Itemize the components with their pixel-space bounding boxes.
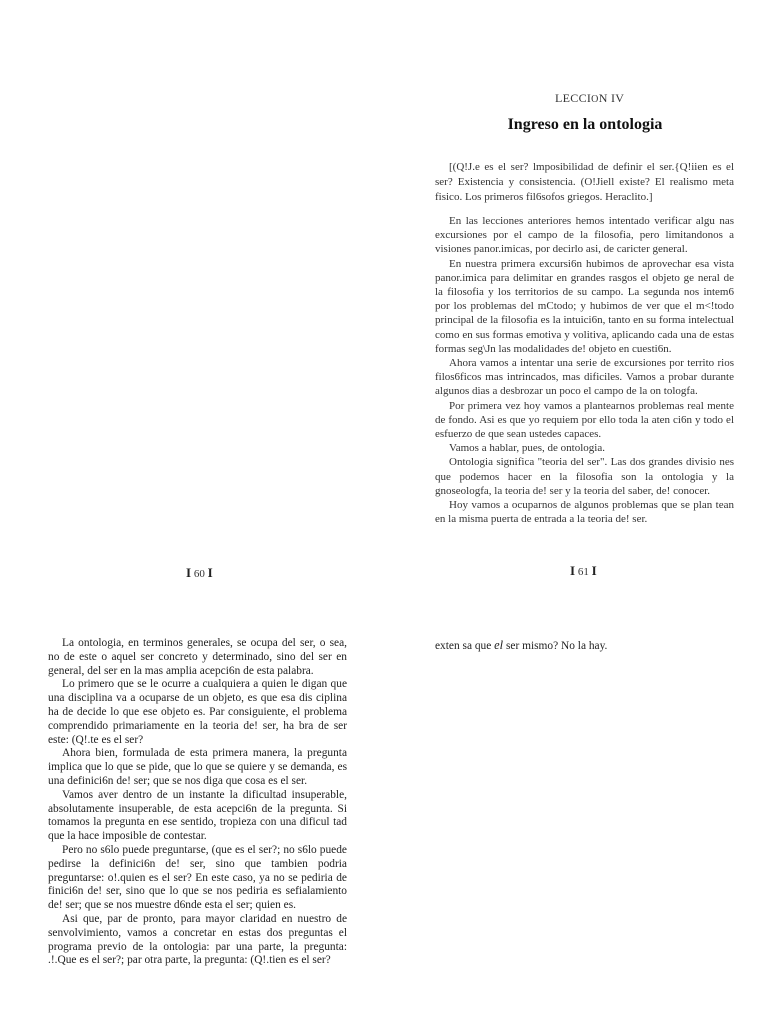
continuation-after: ser mismo? No la hay. (505, 640, 608, 652)
paragraph: Pero no s6lo puede preguntarse, (que es el ser?; no s6lo puede pedirse la definici6n de! ser, sino que tambien podria preguntarse: o!.quien es el ser? En este caso, ya no se pediria de finici6n de! ser, sino que lo que se nos pediria es sefialamiento de! ser; que se nos muestre d6nde esta el ser; quien es. (48, 843, 347, 912)
paragraph: Ontologia significa "teoria del ser". Las dos grandes divisio nes que podemos hacer en la filosofia son la ontologia y la gnoseologfa, la teoria de! ser y la teoria del saber, de! conocer. (435, 456, 734, 497)
continuation-line (435, 638, 735, 653)
page-number-right-value: 61 (577, 566, 589, 578)
chapter-summary: [(Q!J.e es el ser? lmposibilidad de definir el ser.{Q!iien es el ser? Existencia y consistencia. (O!Jiell existe? El realismo meta fisico. Los primeros fil6sofos griegos. Heraclito.] (435, 161, 734, 203)
paragraph: La ontologia, en terminos generales, se ocupa del ser, o sea, no de este o aquel ser concreto y determinado, sino del ser en general, del ser en la mas amplia acepci6n de esta palabra. (48, 637, 347, 677)
lesson-prefix: LECCI (555, 91, 592, 105)
paragraph: En las lecciones anteriores hemos intentado verificar algu nas excursiones por el campo de la filosofia, pero limitandonos a visiones panor.imicas, por decirlo asi, de caricter general. (435, 215, 734, 256)
paragraph: Vamos a hablar, pues, de ontologia. (449, 442, 605, 455)
left-page-body (48, 637, 347, 968)
paragraph: Ahora vamos a intentar una serie de excursiones por territo rios filos6ficos mas intrincados, mas dificiles. Vamos a probar durante algunos dias a desbrozar un poco el campo de la on tologfa. (435, 357, 734, 398)
lesson-suffix: N IV (598, 91, 625, 105)
paragraph: Lo primero que se le ocurre a cualquiera a quien le digan que una disciplina va a ocuparse de un objeto, es que esa dis ciplina ha de decide lo que ese objeto es. Par consiguiente, el problema comprendido primariamente en la teoria de! ser, ha bra de ser este: (Q!.te es el ser? (48, 678, 347, 746)
paragraph: Por primera vez hoy vamos a plantearnos problemas real mente de fondo. Asi es que yo requiem por ello toda la aten ci6n y todo el esfuerzo de que sean ustedes capaces. (435, 399, 734, 441)
lesson-small-letter: O (591, 94, 599, 105)
paragraph: Vamos aver dentro de un instante la dificultad insuperable, absolutamente insuperable, de esta acepci6n de la pregunta. Si tomamos la pregunta en ese sentido, tropieza con una dificul tad que la hace imposible de contestar. (48, 788, 347, 843)
right-page-body (435, 214, 734, 526)
page-number-left-value: 60 (193, 568, 205, 580)
continuation-before: exten sa que (435, 640, 492, 652)
paragraph: En nuestra primera excursi6n hubimos de aprovechar esa vista panor.imica para delimitar en grandes rasgos el objeto ge neral de la filosofia y los territorios de su campo. La segunda nos intem6 por los problemas del mCtodo; y hubimos de ver que el m<!todo principal de la filosofia es la intuici6n, tanto en su forma intelectual como en sus formas emotiva y volitiva, aplicando cada una de estas formas seg\Jn las modalidades de! objeto en cuesti6n. (435, 257, 734, 355)
lesson-heading (555, 91, 624, 106)
paragraph: Ahora bien, formulada de esta primera manera, la pregunta implica que lo que se pide, que lo que se quiere y se demanda, es una definici6n de! ser; que se nos diga que cosa es el ser. (48, 747, 347, 787)
page-number-left: I 60 I (186, 565, 213, 580)
continuation-italic: el (494, 638, 504, 652)
chapter-title: Ingreso en la ontologia (507, 116, 663, 133)
page-number-right: I 61 I (570, 563, 597, 578)
paragraph: Asi que, par de pronto, para mayor claridad en nuestro de senvolvimiento, vamos a concretar en estas dos preguntas el programa previo de la ontologia: par una parte, la pregunta: .!.Que es el ser?; par otra parte, la pregunta: (Q!.tien es el ser? (48, 912, 347, 967)
paragraph: Hoy vamos a ocuparnos de algunos problemas que se plan tean en la misma puerta de entrada a la teoria de! ser. (435, 499, 734, 526)
